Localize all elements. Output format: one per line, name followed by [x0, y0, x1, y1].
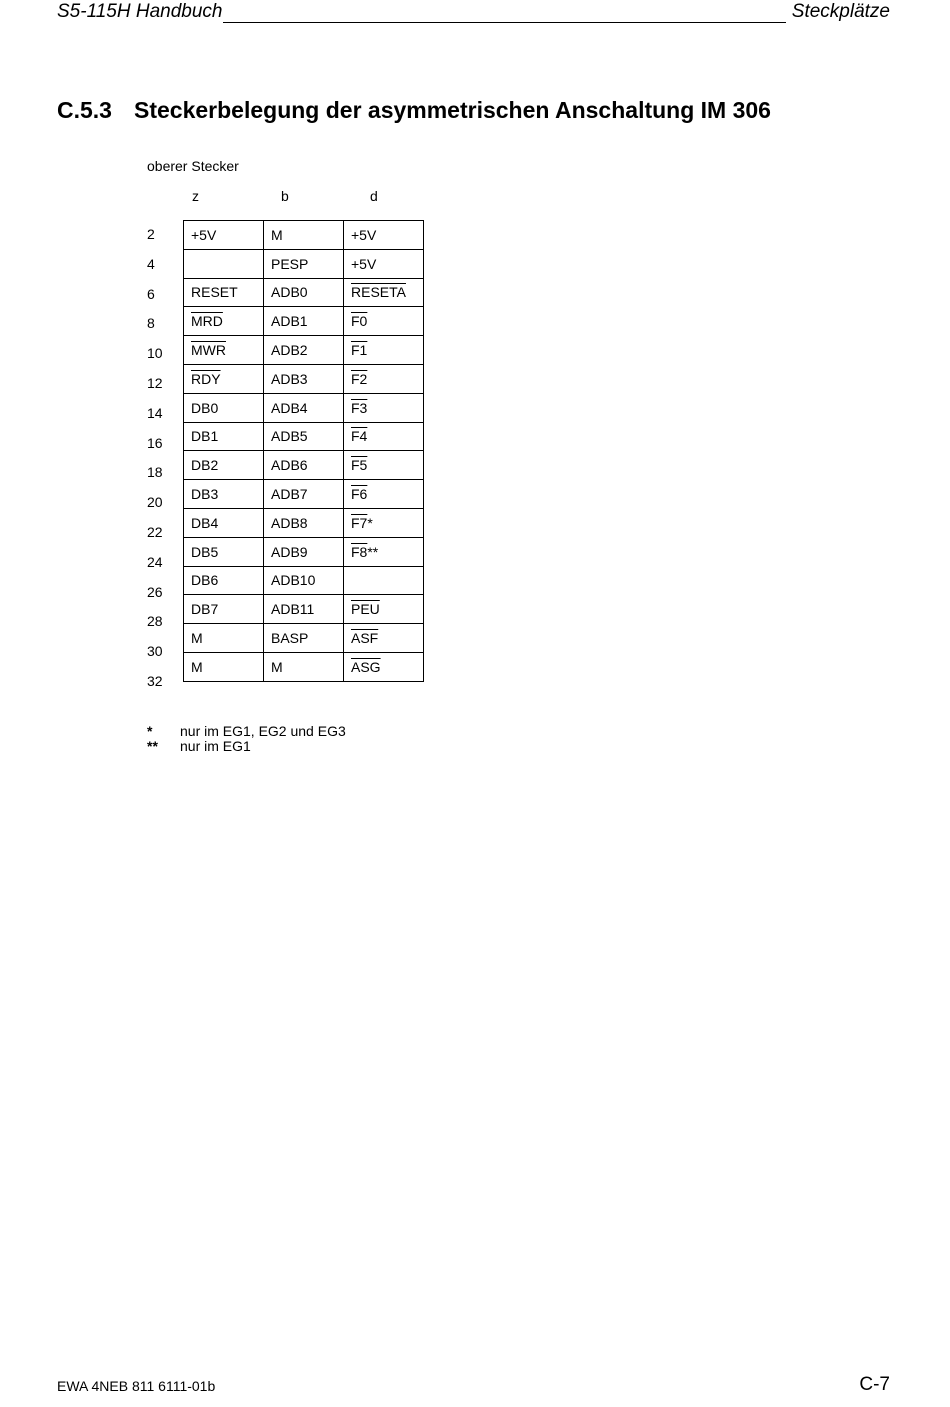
- signal-name: M: [191, 630, 203, 647]
- pin-cell-d: [344, 537, 424, 566]
- footnote-mark: **: [147, 738, 158, 754]
- pin-cell-b: [264, 221, 344, 250]
- signal-name: $\overline{ASG}$: [351, 658, 381, 675]
- table-row: [184, 336, 424, 365]
- pin-cell-d: [344, 422, 424, 451]
- header-chapter-title: Steckplätze: [791, 1, 890, 22]
- signal-name: $\overline{ASF}$: [351, 630, 379, 647]
- signal-name: ADB6: [271, 457, 308, 474]
- pin-number: 14: [147, 404, 163, 421]
- signal-name: F4: [351, 428, 368, 445]
- pin-cell-b: [264, 451, 344, 480]
- pin-cell-b: [264, 336, 344, 365]
- signal-name: +5V: [351, 226, 377, 243]
- table-row: [184, 624, 424, 653]
- document-number: EWA 4NEB 811 6111-01b: [57, 1378, 216, 1394]
- table-row: [184, 221, 424, 250]
- signal-name: ADB3: [271, 370, 308, 387]
- pin-number: 26: [147, 583, 163, 600]
- pin-cell-z: [184, 364, 264, 393]
- pin-number: 30: [147, 643, 163, 660]
- pin-cell-z: [184, 249, 264, 278]
- section-number: C.5.3: [57, 97, 112, 123]
- signal-name: ADB11: [271, 601, 315, 618]
- pin-cell-b: [264, 278, 344, 307]
- signal-name: ADB9: [271, 543, 308, 560]
- pin-cell-b: [264, 537, 344, 566]
- pin-number: 10: [147, 345, 163, 362]
- signal-name: M: [271, 658, 283, 675]
- pin-cell-z: [184, 422, 264, 451]
- pin-cell-d: [344, 566, 424, 595]
- signal-name: M: [271, 226, 283, 243]
- table-row: [184, 307, 424, 336]
- signal-name: DB7: [191, 601, 219, 618]
- pin-cell-b: [264, 393, 344, 422]
- signal-name: F5: [351, 457, 368, 474]
- table-row: [184, 422, 424, 451]
- pin-cell-z: [184, 480, 264, 509]
- table-row: [184, 249, 424, 278]
- pin-cell-z: [184, 278, 264, 307]
- running-header: [57, 0, 890, 26]
- header-manual-title: S5-115H Handbuch: [57, 1, 223, 22]
- signal-name: RESET: [191, 284, 238, 301]
- pin-cell-d: [344, 508, 424, 537]
- footnote-ref: **: [367, 543, 379, 560]
- pin-number: 12: [147, 374, 163, 391]
- pin-number: 2: [147, 226, 155, 242]
- footnote-ref: *: [367, 514, 373, 531]
- pin-cell-d: [344, 480, 424, 509]
- table-row: [184, 393, 424, 422]
- table-row: [184, 508, 424, 537]
- signal-name: DB6: [191, 572, 219, 589]
- pin-cell-z: [184, 624, 264, 653]
- pin-cell-z: [184, 652, 264, 681]
- signal-name: DB5: [191, 543, 219, 560]
- connector-caption: oberer Stecker: [147, 158, 239, 174]
- signal-name: $\overline{PEU}$: [351, 601, 380, 618]
- signal-name: DB0: [191, 399, 219, 416]
- signal-name: F8: [351, 543, 368, 560]
- pin-number: 28: [147, 613, 163, 630]
- signal-name: $\overline{MWR}$: [191, 342, 226, 359]
- table-row: [184, 652, 424, 681]
- signal-name: +5V: [191, 226, 217, 243]
- pin-cell-d: [344, 451, 424, 480]
- pin-cell-d: [344, 278, 424, 307]
- pin-cell-z: [184, 336, 264, 365]
- signal-name: F6: [351, 486, 368, 503]
- pin-cell-b: [264, 624, 344, 653]
- signal-name: M: [191, 658, 203, 675]
- pin-cell-z: [184, 451, 264, 480]
- pin-number: 24: [147, 553, 163, 570]
- signal-name: DB4: [191, 514, 219, 531]
- table-row: [184, 595, 424, 624]
- column-header-z: z: [192, 188, 199, 204]
- pin-cell-z: [184, 393, 264, 422]
- pin-cell-b: [264, 364, 344, 393]
- section-heading: [57, 97, 771, 124]
- signal-name: PESP: [271, 255, 309, 272]
- signal-name: ADB1: [271, 313, 308, 330]
- pin-cell-z: [184, 595, 264, 624]
- pin-cell-z: [184, 537, 264, 566]
- pin-numbers: [147, 220, 163, 697]
- pin-cell-b: [264, 249, 344, 278]
- table-row: [184, 537, 424, 566]
- pin-number: 18: [147, 464, 163, 481]
- footnote-mark: *: [147, 723, 153, 739]
- signal-name: $\overline{RDY}$: [191, 370, 221, 387]
- pin-cell-b: [264, 652, 344, 681]
- pin-cell-b: [264, 508, 344, 537]
- pin-cell-d: [344, 595, 424, 624]
- column-header-d: d: [370, 188, 378, 204]
- pin-cell-b: [264, 307, 344, 336]
- pin-number: 8: [147, 315, 155, 332]
- pin-number: 22: [147, 523, 163, 540]
- pin-cell-b: [264, 566, 344, 595]
- table-row: [184, 451, 424, 480]
- pin-number: 32: [147, 672, 163, 689]
- pin-cell-z: [184, 566, 264, 595]
- signal-name: F2: [351, 370, 368, 387]
- footnote: [147, 724, 346, 739]
- signal-name: DB2: [191, 457, 219, 474]
- table-row: [184, 278, 424, 307]
- section-title: Steckerbelegung der asymmetrischen Anschaltung IM 306: [134, 97, 771, 123]
- table-row: [184, 566, 424, 595]
- pin-cell-z: [184, 508, 264, 537]
- signal-name: BASP: [271, 630, 309, 647]
- header-rule: [223, 22, 786, 23]
- pin-assignment-table: [183, 220, 424, 682]
- signal-name: ADB8: [271, 514, 308, 531]
- table-row: [184, 480, 424, 509]
- pin-cell-d: [344, 307, 424, 336]
- signal-name: DB1: [191, 428, 219, 445]
- footnote-text: nur im EG1: [180, 738, 251, 754]
- page-number: C-7: [859, 1374, 890, 1395]
- signal-name: ADB10: [271, 572, 316, 589]
- signal-name: $\overline{MRD}$: [191, 313, 223, 330]
- signal-name: RESETA: [351, 284, 406, 301]
- pin-cell-b: [264, 480, 344, 509]
- pin-cell-d: [344, 393, 424, 422]
- footnotes: [147, 724, 346, 754]
- signal-name: F0: [351, 313, 368, 330]
- pin-cell-b: [264, 595, 344, 624]
- pin-cell-d: [344, 364, 424, 393]
- signal-name: ADB4: [271, 399, 308, 416]
- pin-number: 4: [147, 255, 155, 272]
- signal-name: ADB2: [271, 342, 308, 359]
- pin-cell-z: [184, 307, 264, 336]
- signal-name: F3: [351, 399, 368, 416]
- pin-number: 16: [147, 434, 163, 451]
- signal-name: F1: [351, 342, 368, 359]
- signal-name: ADB5: [271, 428, 308, 445]
- pin-cell-d: [344, 249, 424, 278]
- pin-number: 6: [147, 285, 155, 302]
- footnote-text: nur im EG1, EG2 und EG3: [180, 723, 346, 739]
- column-header-b: b: [281, 188, 289, 204]
- pin-cell-d: [344, 624, 424, 653]
- pin-cell-d: [344, 221, 424, 250]
- signal-name: ADB7: [271, 486, 308, 503]
- signal-name: +5V: [351, 255, 377, 272]
- signal-name: F7: [351, 514, 368, 531]
- pin-cell-d: [344, 336, 424, 365]
- pin-cell-d: [344, 652, 424, 681]
- pin-number: 20: [147, 494, 163, 511]
- signal-name: ADB0: [271, 284, 308, 301]
- signal-name: DB3: [191, 486, 219, 503]
- footnote: [147, 739, 346, 754]
- pin-cell-z: [184, 221, 264, 250]
- pin-cell-b: [264, 422, 344, 451]
- table-row: [184, 364, 424, 393]
